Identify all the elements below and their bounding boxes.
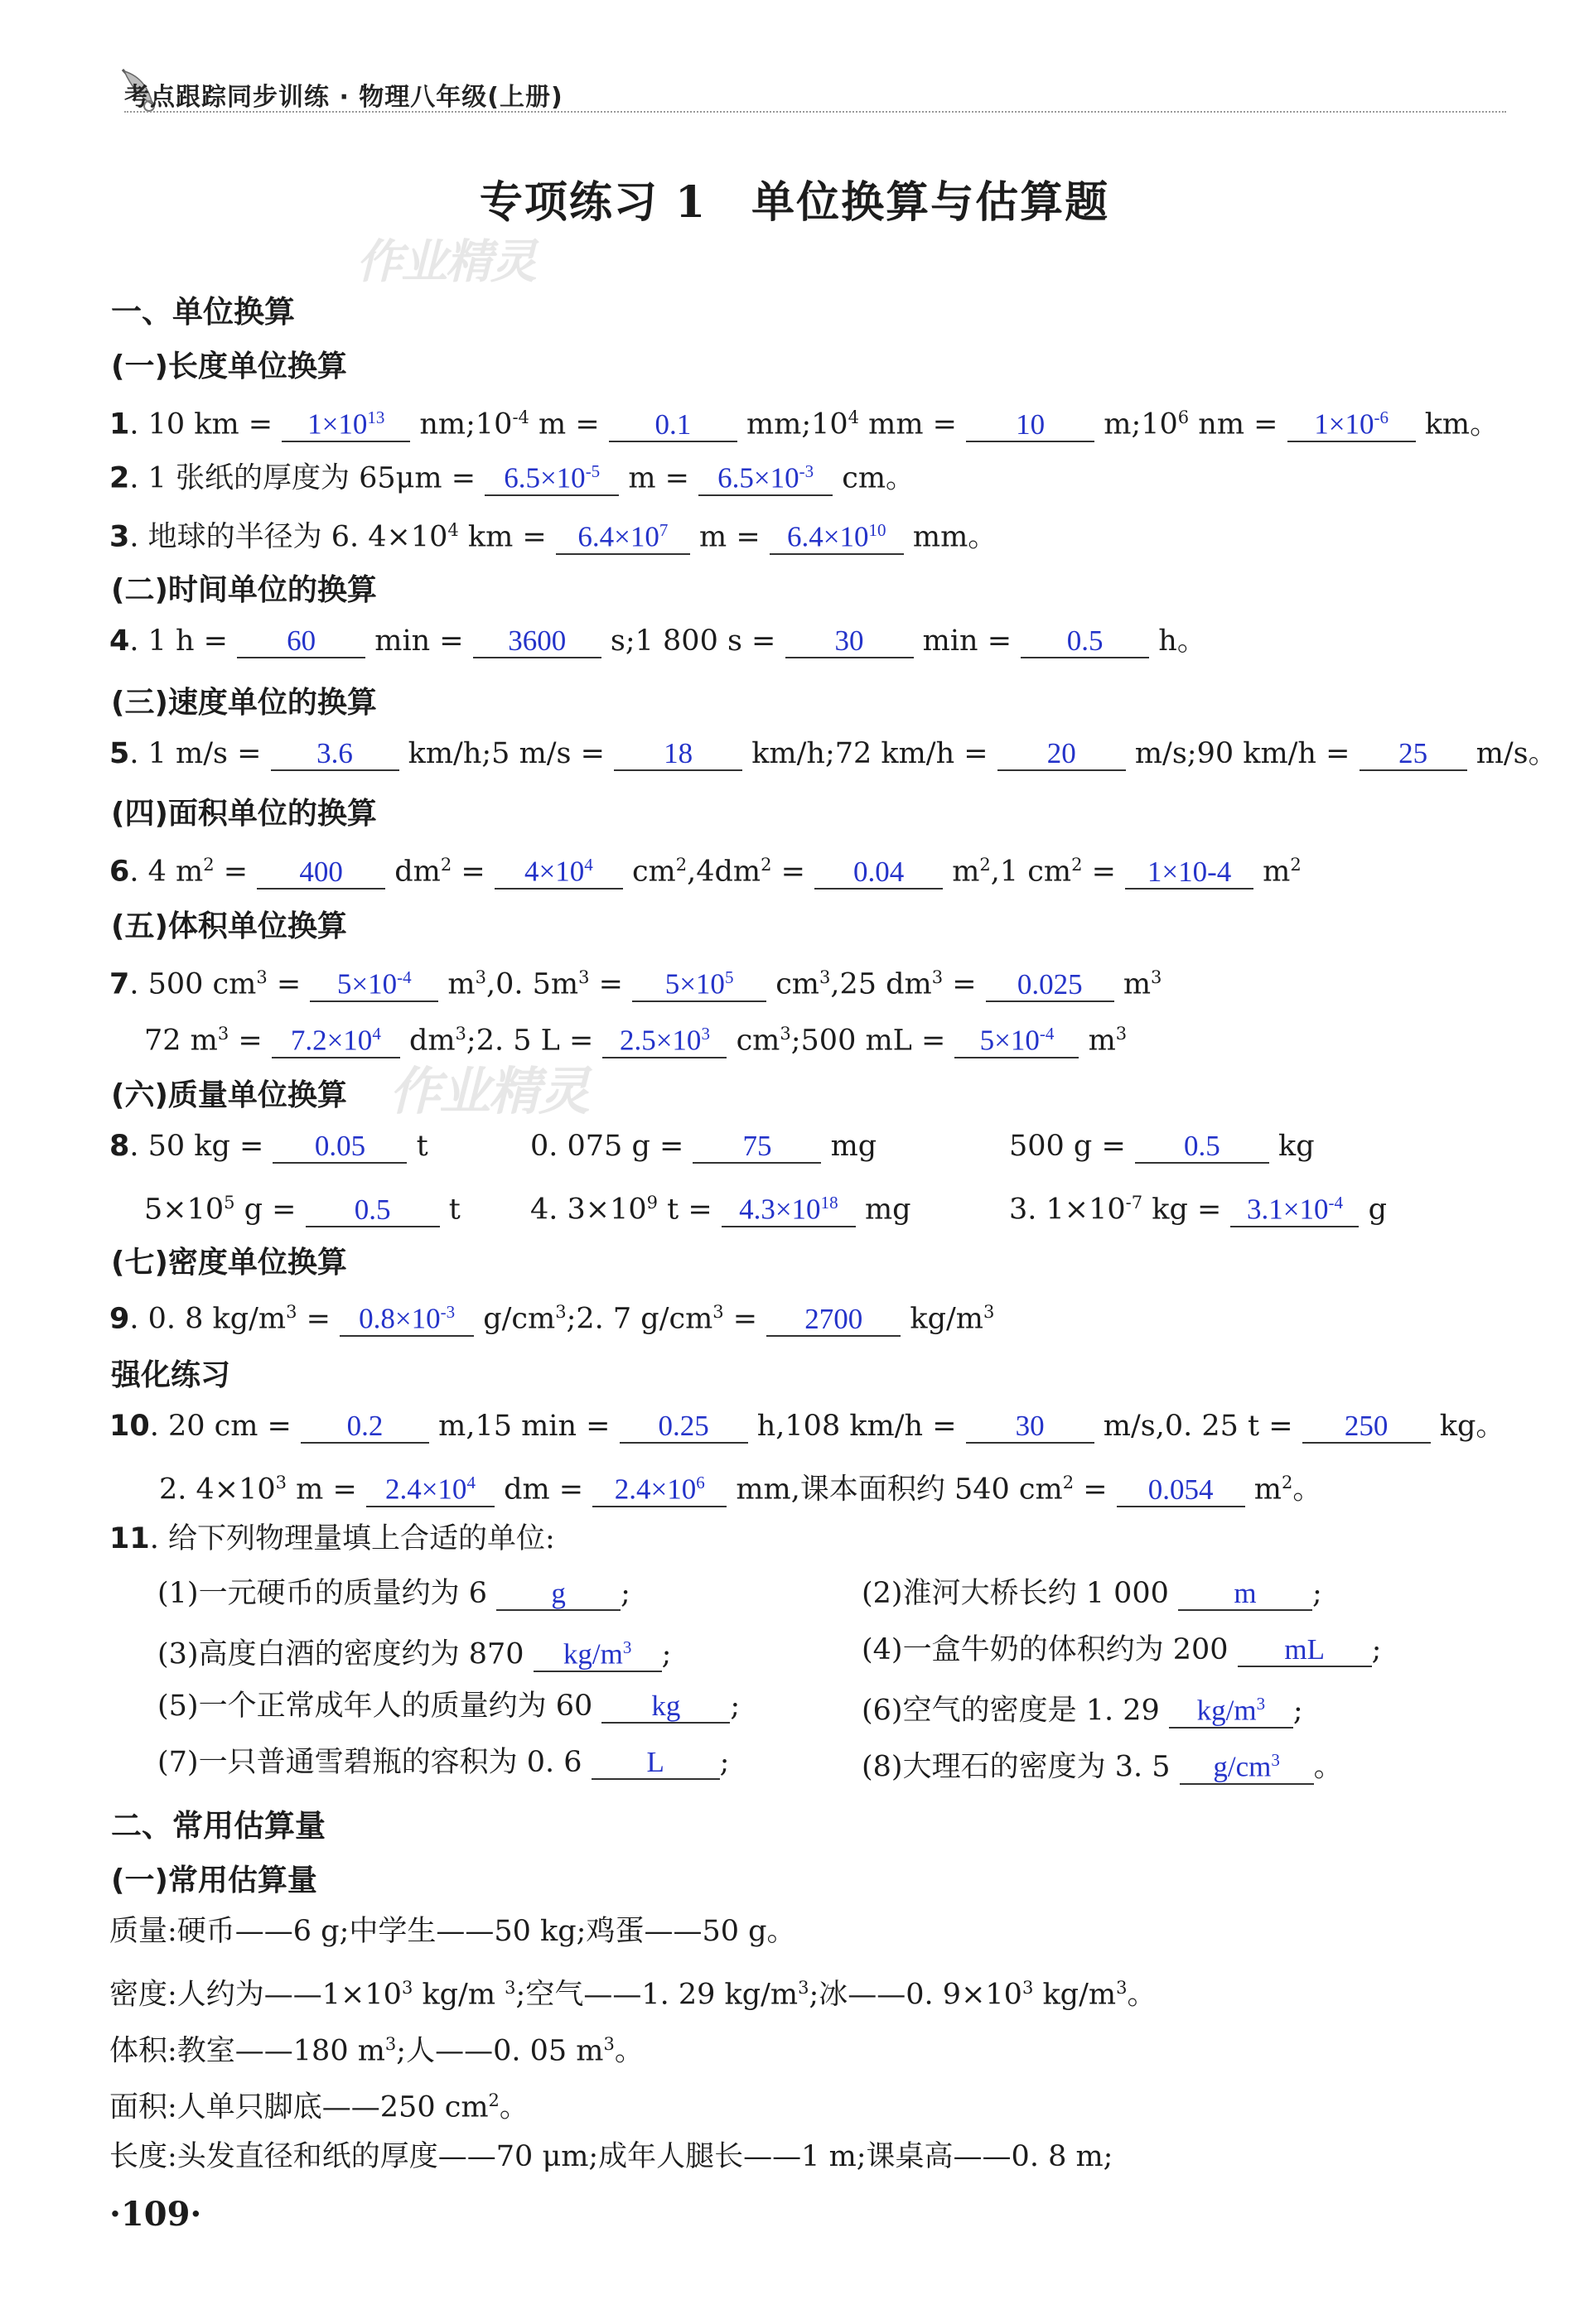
question-8-item-4: $5\times 10^5$ g = 0.5 t: [144, 1193, 461, 1227]
answer-blank: $2.4\times 10^6$: [592, 1467, 727, 1507]
answer-blank: 0.05: [273, 1131, 407, 1164]
answer-blank: 10: [966, 409, 1094, 442]
answer-blank: $6.5\times 10^{-5}$: [485, 456, 619, 496]
answer-blank: $6.4\times 10^7$: [556, 514, 690, 555]
answer-blank: 60: [237, 625, 365, 658]
estimate-density: 密度:人约为$——1\times 10^3$ kg/m $^3$;空气——1. 29 $kg/m^3$;冰——0. $9\times 10^3$ $kg/m^3$。: [109, 1978, 1157, 2012]
answer-blank: $5\times 10^{-4}$: [310, 962, 438, 1002]
question-number: 2: [109, 461, 130, 495]
answer-blank: kg: [601, 1690, 730, 1724]
question-number: 4: [109, 624, 130, 658]
subsection-speed: (三)速度单位的换算: [111, 686, 377, 720]
subsection-mass: (六)质量单位换算: [111, 1078, 347, 1112]
answer-blank: 30: [785, 625, 914, 658]
question-11-item-7: (7)一只普通雪碧瓶的容积为 0. 6 L ;: [157, 1746, 730, 1779]
answer-blank: 3600: [473, 625, 601, 658]
section-2-title: 二、常用估算量: [111, 1808, 326, 1844]
question-11-item-2: (2)淮河大桥长约 1 000 m ;: [862, 1577, 1322, 1610]
question-8-item-3: 500 g = 0.5 kg: [1009, 1130, 1315, 1163]
estimate-length: 长度:头发直径和纸的厚度——70 μm;成年人腿长——1 m;课桌高——0. 8 m;: [109, 2140, 1113, 2173]
subsection-length: (一)长度单位换算: [111, 350, 347, 383]
watermark: 作业精灵: [356, 235, 535, 289]
answer-blank: 18: [614, 738, 742, 771]
question-4: 4. 1 h = 60 min = 3600 s;1 800 s = 30 min = 0.5 h。: [109, 624, 1206, 658]
question-number: 9: [109, 1302, 130, 1336]
question-9: 9. 0. 8 $kg/m^3 = 0.8\times 10^{-3}$ $g/cm^3;2$. 7 $g/cm^3 = 2700$ $kg/m^3$: [109, 1294, 994, 1338]
page-number: ·109·: [109, 2195, 202, 2234]
question-number: 11: [109, 1522, 150, 1555]
question-6: 6. 4 $m^2 = 400$ $dm^2 = 4\times 10^4$ $cm^2,4dm^2 = 0.04$ $m^2,1$ $cm^2 = 1\times 10-4$ $m^2$: [109, 846, 1302, 890]
answer-blank: 0.054: [1117, 1474, 1245, 1507]
question-number: 1: [109, 407, 130, 441]
question-8-item-6: 3. $1\times 10^{-7}$ kg = $3.1\times 10^{-4}$ g: [1009, 1184, 1387, 1228]
answer-blank: g: [496, 1578, 621, 1611]
answer-blank: 0.5: [1135, 1131, 1269, 1164]
answer-blank: L: [592, 1747, 720, 1780]
answer-blank: 1×10-4: [1125, 856, 1253, 890]
question-11-item-8: (8)大理石的密度为 3. 5 $g/cm^3$ 。: [862, 1744, 1343, 1786]
question-1: 1. 10 km = $1\times 10^{13}$ $nm;10^{-4}$ m = 0.1 $mm;10^4$ mm = 10 $m;10^6$ nm = $1\times 10^{-6}$ km。: [109, 399, 1499, 443]
question-8-item-5: 4. $3\times 10^9$ $t = 4.3\times 10^{18}$ mg: [530, 1184, 911, 1228]
question-11-item-4: (4)一盒牛奶的体积约为 200 mL ;: [862, 1633, 1382, 1666]
answer-blank: $3.1\times 10^{-4}$: [1230, 1187, 1359, 1227]
subsection-reinforce: 强化练习: [111, 1358, 231, 1392]
answer-blank: 0.1: [609, 409, 737, 442]
answer-blank: mL: [1238, 1634, 1372, 1667]
question-3: 3. 地球的半径为 6. $4\times 10^4$ km = $6.4\times 10^7$ $m = 6.4\times 10^{10}$ mm。: [109, 512, 997, 556]
page-title: 专项练习 1 单位换算与估算题: [479, 177, 1110, 228]
header-divider: [124, 111, 1506, 113]
answer-blank: $kg/m^3$: [534, 1632, 662, 1672]
answer-blank: $0.8\times 10^{-3}$: [340, 1296, 474, 1337]
answer-blank: 0.025: [986, 969, 1114, 1002]
question-10-line-2: 2. $4\times 10^3$ $m = 2.4\times 10^4$ dm = $2.4\times 10^6$ mm,课本面积约 540 $cm^2 = 0.054$ $m^2$。: [159, 1464, 1321, 1508]
answer-blank: 250: [1302, 1410, 1431, 1444]
estimate-mass: 质量:硬币——6 g;中学生——50 kg;鸡蛋——50 g。: [109, 1915, 796, 1948]
question-number: 6: [109, 855, 130, 889]
subsection-time: (二)时间单位的换算: [111, 573, 377, 607]
estimate-volume: 体积:教室——180 $m^3$;人——0. 05 $m^3$。: [109, 2034, 644, 2068]
question-5: 5. 1 m/s = 3.6 km/h;5 m/s = 18 km/h;72 km/h = 20 m/s;90 km/h = 25 m/s。: [109, 737, 1558, 770]
question-8-item-1: 8. 50 kg = 0.05 t: [109, 1130, 428, 1163]
subsection-estimates: (一)常用估算量: [111, 1864, 317, 1897]
answer-blank: $5\times 10^5$: [632, 962, 766, 1002]
question-11-item-6: (6)空气的密度是 1. 29 $kg/m^3$ ;: [862, 1688, 1303, 1729]
answer-blank: 0.5: [306, 1194, 440, 1227]
question-11-item-5: (5)一个正常成年人的质量约为 60 kg ;: [157, 1690, 741, 1723]
question-7-line-2: 72 $m^3 = 7.2\times 10^4$ $dm^3;2$. 5 $L = 2.5\times 10^3$ $cm^3;500$ mL = $5\times 10^{-4}$ $m^3$: [144, 1015, 1127, 1059]
watermark: 作业精灵: [389, 1061, 589, 1121]
answer-blank: 30: [966, 1410, 1094, 1444]
answer-blank: 25: [1360, 738, 1467, 771]
answer-blank: $1\times 10^{-6}$: [1287, 402, 1416, 442]
answer-blank: $g/cm^3$: [1180, 1744, 1314, 1785]
answer-blank: $kg/m^3$: [1169, 1688, 1293, 1729]
answer-blank: 0.5: [1021, 625, 1149, 658]
subsection-volume: (五)体积单位换算: [111, 909, 347, 943]
question-number: 3: [109, 520, 130, 554]
question-2: 2. 1 张纸的厚度为 $65\mu m = 6.5\times 10^{-5}$ $m = 6.5\times 10^{-3}$ cm。: [109, 456, 915, 497]
answer-blank: 75: [693, 1131, 821, 1164]
subsection-area: (四)面积单位的换算: [111, 797, 377, 831]
estimate-area: 面积:人单只脚底——250 $cm^2$。: [109, 2090, 529, 2124]
answer-blank: $6.4\times 10^{10}$: [770, 514, 904, 555]
answer-blank: $2.5\times 10^3$: [602, 1018, 727, 1058]
answer-blank: m: [1178, 1578, 1312, 1611]
question-7: 7. 500 $cm^3 = 5\times 10^{-4}$ $m^3,0$. $5m^3 = 5\times 10^5$ $cm^3,25$ $dm^3 = 0.025$ $m^3$: [109, 959, 1162, 1003]
question-11: 11. 给下列物理量填上合适的单位:: [109, 1522, 555, 1555]
answer-blank: $6.5\times 10^{-3}$: [698, 456, 833, 496]
question-number: 7: [109, 967, 130, 1001]
answer-blank: $4\times 10^4$: [495, 849, 623, 890]
answer-blank: 0.2: [301, 1410, 429, 1444]
question-8-item-2: 0. 075 g = 75 mg: [530, 1130, 877, 1163]
question-number: 8: [109, 1130, 130, 1163]
question-number: 5: [109, 737, 130, 770]
answer-blank: $4.3\times 10^{18}$: [722, 1187, 856, 1227]
answer-blank: $1\times 10^{13}$: [282, 402, 410, 442]
subsection-density: (七)密度单位换算: [111, 1246, 347, 1280]
header-title: 考点跟踪同步训练 · 物理八年级(上册): [124, 83, 563, 112]
answer-blank: $2.4\times 10^4$: [366, 1467, 495, 1507]
answer-blank: 3.6: [271, 738, 399, 771]
question-11-item-1: (1)一元硬币的质量约为 6 g ;: [157, 1577, 630, 1610]
question-number: 10: [109, 1410, 150, 1443]
answer-blank: 2700: [766, 1304, 901, 1337]
question-10: 10. 20 cm = 0.2 m,15 min = 0.25 h,108 km/h = 30 m/s,0. 25 t = 250 kg。: [109, 1410, 1505, 1443]
answer-blank: 0.04: [814, 856, 943, 890]
answer-blank: $5\times 10^{-4}$: [954, 1018, 1079, 1058]
answer-blank: 400: [257, 856, 385, 890]
section-1-title: 一、单位换算: [111, 294, 295, 330]
answer-blank: 0.25: [620, 1410, 748, 1444]
answer-blank: $7.2\times 10^4$: [272, 1018, 400, 1058]
answer-blank: 20: [997, 738, 1126, 771]
question-11-item-3: (3)高度白酒的密度约为 870 $kg/m^3$ ;: [157, 1632, 671, 1673]
